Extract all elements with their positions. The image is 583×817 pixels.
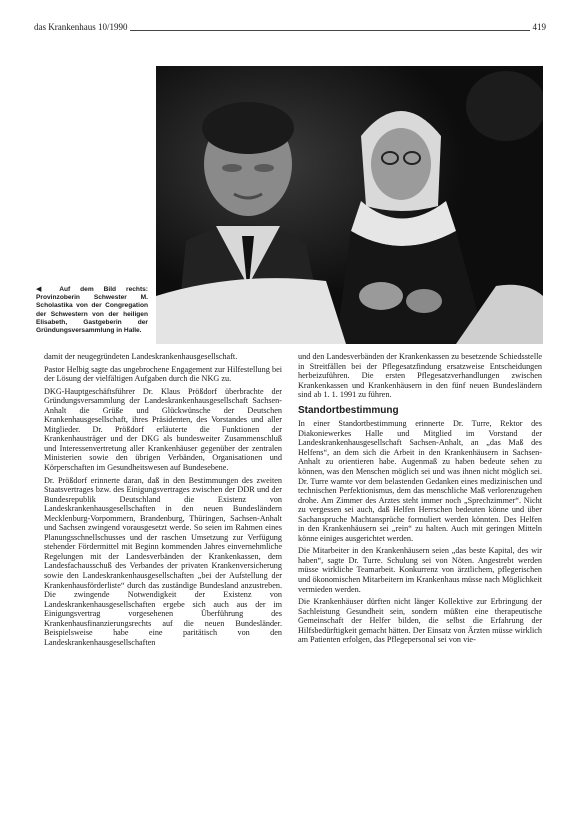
paragraph: Die Krankenhäuser dürften nicht länger Kollektive zur Erbringung der Sachleistung Gesundheit sein, sondern müßten eine therapeutische Gemeinschaft der Helfer bilden, die selbst die Erfahrung der Hilfsbedürftigkeit gemacht hätten. Der Einsatz von Ärzten müsse wirklich am Patienten erfolgen, das Pflegepersonal sei von vie- (298, 597, 542, 645)
left-column (44, 352, 282, 650)
paragraph: Dr. Prößdorf erinnerte daran, daß in den Bestimmungen des zweiten Staatsvertrages bzw. des Einigungsvertrages zwischen der DDR und der Bundesrepublik Deutschland die Existenz von Landeskrankenhausgesellschaften in den neuen Bundesländern Mecklenburg-Vorpommern, Brandenburg, Thüringen, Sachsen-Anhalt und Sachsen zwingend vorausgesetzt werde. So seien im Rahmen eines Planungsschnellschusses und der raschen Umsetzung zur Verfügung stehender Fördermittel mit Beginn kommenden Jahres einvernehmliche Regelungen mit der Landesverbänden der Krankenkassen, dem Landesfachausschuß des Verbandes der privaten Krankenversicherung sowie den Landeskrankenhausgesellschaften „bei der Aufstellung der Krankenhausförderliste“ durch das zuständige Bundesland anzustreben. Die zwingende Notwendigkeit der Existenz von Landeskrankenhausgesellschaften ergebe sich auch aus der im Einigungsvertrag vorgesehenen Überführung des Krankenhausfinanzierungsrechts auf die neuen Bundesländer. Beispielsweise habe eine paritätisch von den Landeskrankenhausgesellschaften (44, 475, 282, 647)
photo-caption (36, 286, 148, 335)
paragraph: und den Landesverbänden der Krankenkassen zu besetzende Schiedsstelle in Streitfällen bei der Pflegesatzfindung ersatzweise Entscheidungen herbeizuführen. Die ersten Pflegesatzverhandlungen zwischen Krankenkassen und Krankenhäusern in den fünf neuen Bundesländern sind ab 1. 1. 1991 zu führen. (298, 352, 542, 400)
paragraph: damit der neugegründeten Landeskrankenhausgesellschaft. (44, 352, 238, 361)
caption-marker: ◀ (36, 286, 50, 293)
photo (156, 66, 543, 344)
paragraph: In einer Standortbestimmung erinnerte Dr. Turre, Rektor des Diakoniewerkes Halle und Mitglied im Vorstand der Landeskrankenhausgesellschaft Sachsen-Anhalt, an „das Maß des Helfens“, an dem sich die Arbeit in den Krankenhäusern in Sachsen-Anhalt zu orientieren habe. Augenmaß zu haben bedeute sehen zu können, was den Menschen möglich sei und was ihnen nicht möglich sei. Dr. Turre warnte vor dem belastenden Gedanken eines medizinischen und technischen Perfektionismus, dem das menschliche Maß verlorenzugehen drohe. Am Zimmer des Arztes steht immer noch „Sprechzimmer“. Nicht zu vergessen sei auch, daß Helfen Herrschen bedeuten könne und über Sachanspruche Machtansprüche formuliert werden könnten. Des Helfen in den Krankenhäusern sei „rein“ zu halten. Auch mit geringen Mitteln könne einiges ausgerichtet werden. (298, 419, 542, 543)
section-heading: Standortbestimmung (298, 404, 399, 416)
paragraph: Pastor Helbig sagte das ungebrochene Engagement zur Hilfestellung bei der Lösung der vielfältigen Aufgaben durch die NKG zu. (44, 364, 282, 384)
paragraph: Die Mitarbeiter in den Krankenhäusern seien „das beste Kapital, des wir haben“, sagte Dr. Turre. Schulung sei von Nöten. Angestrebt werden müsse wirkliche Teamarbeit. Konkurrenz von ärztlichem, pflegerischen und ökonomischen Mitarbeitern im Krankenhaus müsse nach Möglichkeit vermieden werden. (298, 546, 542, 594)
photo-two-people-icon (156, 66, 543, 344)
journal-title: das Krankenhaus 10/1990 (34, 22, 130, 32)
caption-text: Auf dem Bild rechts: Provinzoberin Schwester M. Scholastika von der Congregation der Schwestern von der heiligen Elisabeth, Gastgeberin der Gründungsversammlung in Halle. (36, 286, 149, 335)
running-header (34, 22, 546, 36)
page-number: 419 (530, 22, 547, 32)
right-column (298, 352, 542, 648)
paragraph: DKG-Hauptgeschäftsführer Dr. Klaus Prößdorf überbrachte der Gründungsversammlung der Landeskrankenhausgesellschaft Sachsen-Anhalt die Grüße und Glückwünsche der Deutschen Krankenhausgesellschaft, ihres Präsidenten, des Vorstandes und aller Mitglieder. Dr. Prößdorf erläuterte die Funktionen der Krankenhausträger und der DKG als bundesweiter Zusammenschluß und Interessenvertretung aller Krankenhäuser gegenüber der zentralen Ministerien sowie den übrigen Verbänden, Organisationen und Körperschaften im Gesundheitswesen auf Bundesebene. (44, 386, 282, 473)
